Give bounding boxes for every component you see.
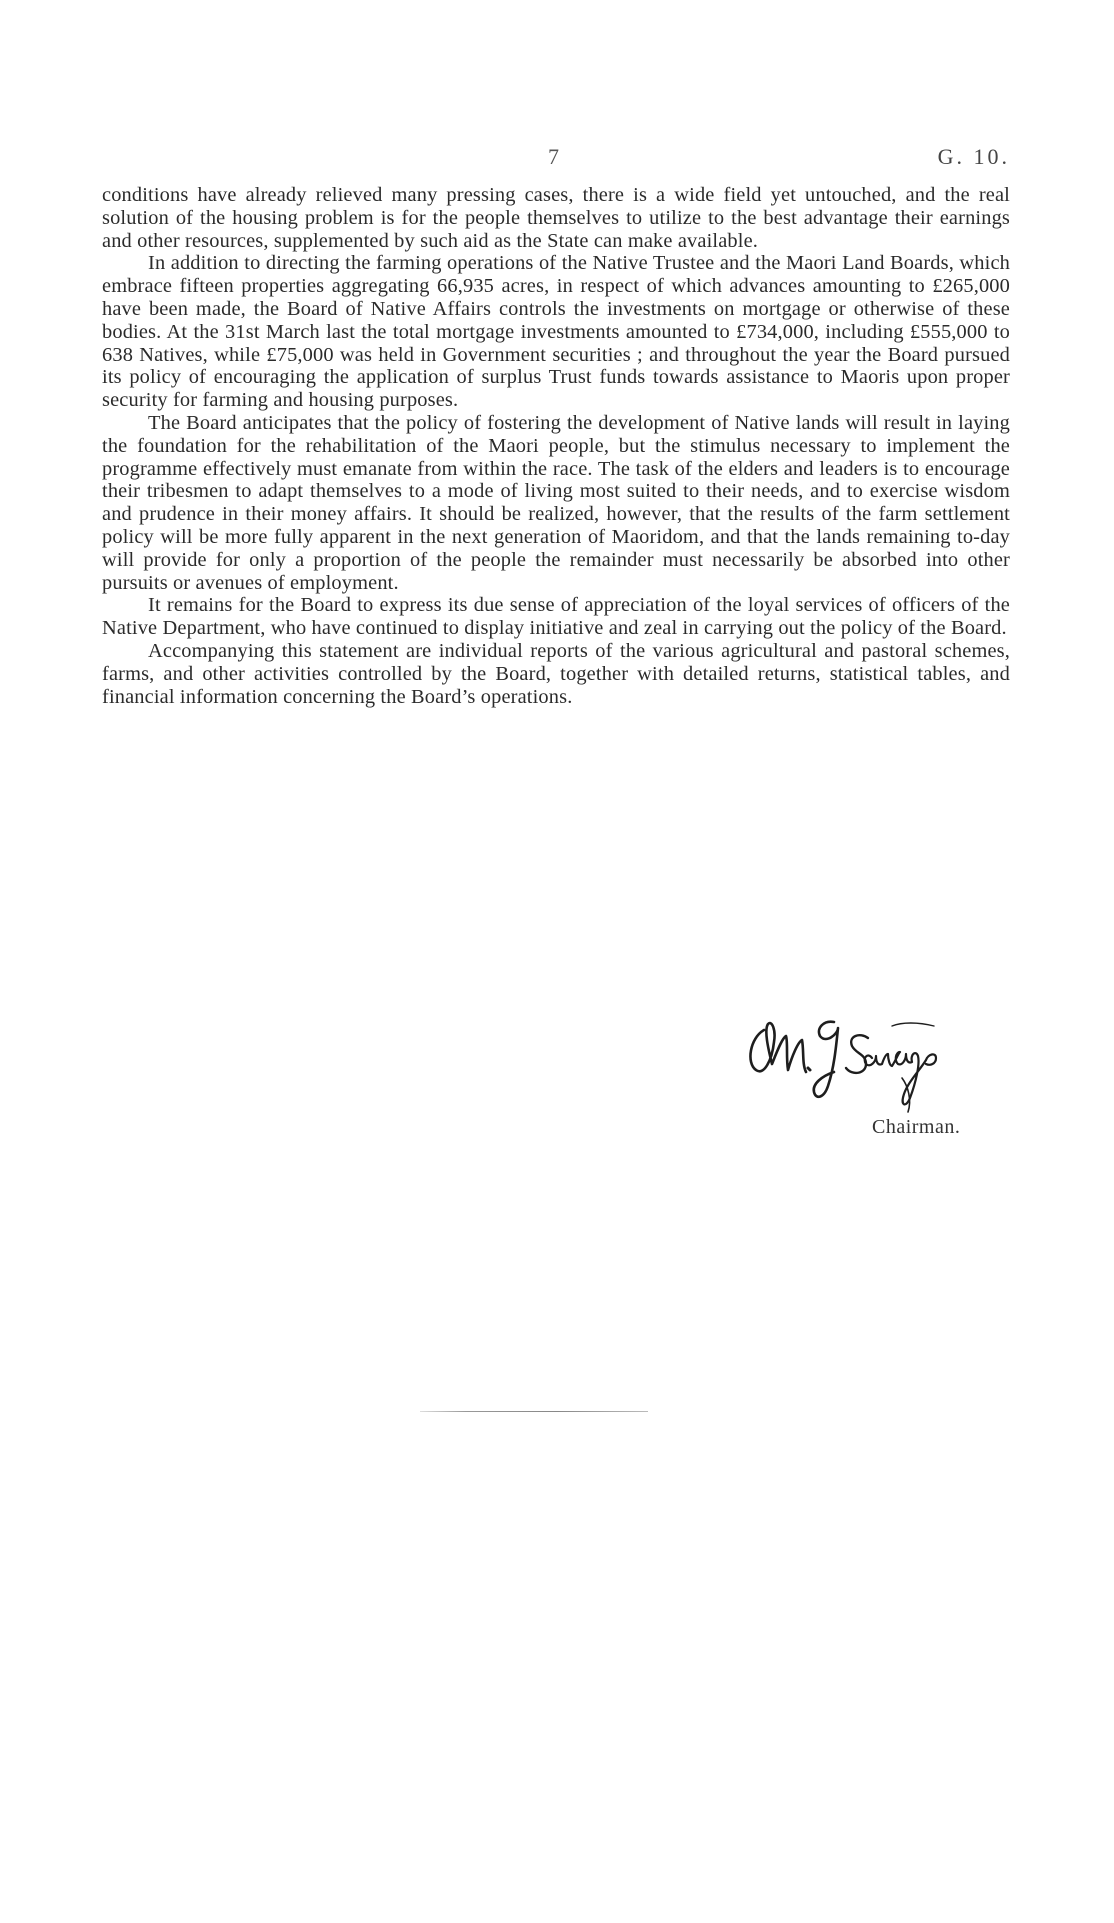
paragraph-board-policy: The Board anticipates that the policy of fostering the development of Native lands will result in laying the foundation for the rehabilitation of the Maori people, but the stimulus necessary to implement the programme effectively must emanate from within the race. The task of the elders and leaders is to encourage their tribesmen to adapt themselves to a mode of living most suited to their needs, and to exercise wisdom and prudence in their money affairs. It should be realized, however, that the results of the farm settlement policy will be more fully apparent in the next generation of Maoridom, and that the lands remaining to-day will provide for only a proportion of the people the remainder must necessarily be absorbed into other pursuits or avenues of employment. [102, 411, 1010, 594]
paragraph-housing-conclusion: conditions have already relieved many pressing cases, there is a wide field yet untouched, and the real solution of the housing problem is for the people themselves to utilize to the best advantage their earnings and other resources, supplemented by such aid as the State can make available. [102, 184, 1010, 252]
paragraph-appreciation: It remains for the Board to express its due sense of appreciation of the loyal services of officers of the Native Department, who have continued to display initiative and zeal in carrying out the policy of the Board. [102, 594, 1010, 640]
signature-block [742, 1008, 1012, 1148]
page-header [0, 144, 1114, 174]
report-body [102, 184, 1010, 708]
closing-rule [420, 1411, 648, 1412]
page-number: 7 [548, 144, 559, 169]
paragraph-farming-operations: In addition to directing the farming operations of the Native Trustee and the Maori Land Boards, which embrace fifteen properties aggregating 66,935 acres, in respect of which advances amounting to £265,000 have been made, the Board of Native Affairs controls the investments on mortgage or otherwise of these bodies. At the 31st March last the total mortgage investments amounted to £734,000, including £555,000 to 638 Natives, while £75,000 was held in Government securities ; and throughout the year the Board pursued its policy of encouraging the application of surplus Trust funds towards assistance to Maoris upon proper security for farming and housing purposes. [102, 252, 1010, 412]
document-reference: G. 10. [937, 144, 1010, 169]
handwritten-signature [742, 1008, 972, 1118]
paragraph-accompanying-reports: Accompanying this statement are individual reports of the various agricultural and pastoral schemes, farms, and other activities controlled by the Board, together with detailed returns, statistical tables, and financial information concerning the Board’s operations. [102, 639, 1010, 708]
signatory-title: Chairman. [872, 1116, 961, 1138]
